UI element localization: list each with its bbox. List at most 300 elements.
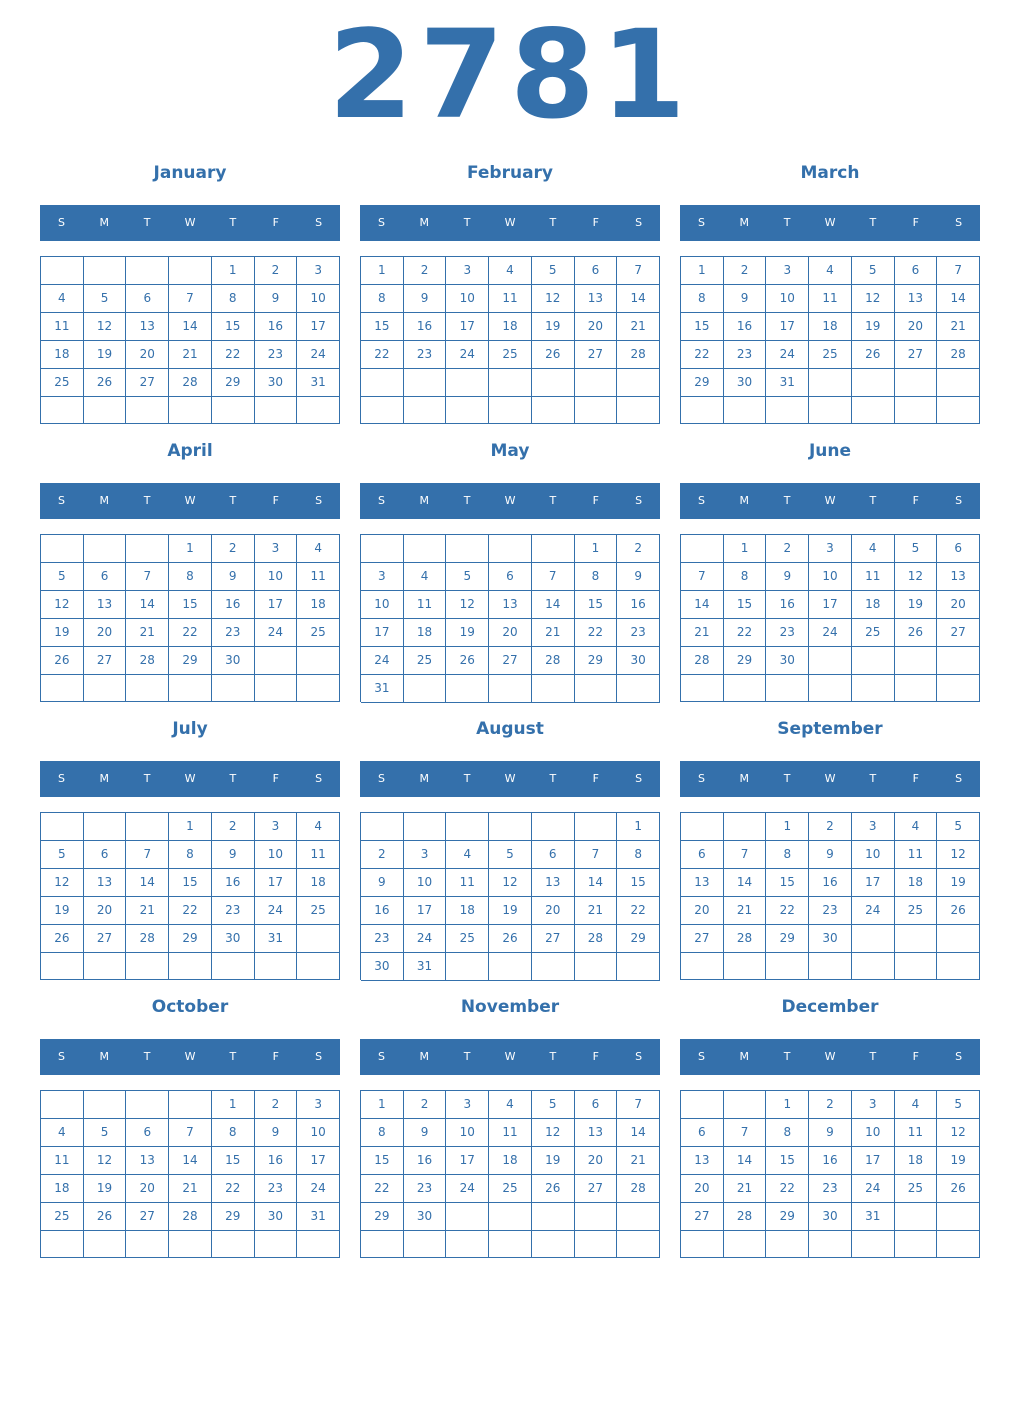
day-cell: 20 [575,1147,618,1175]
day-cell: 16 [724,313,767,341]
day-cell [84,813,127,841]
day-cell: 5 [532,257,575,285]
day-cell [41,675,84,702]
day-cell: 27 [575,1175,618,1203]
weekday-header [40,761,340,797]
day-cell: 28 [126,925,169,953]
day-cell [361,369,404,397]
day-cell: 22 [766,1175,809,1203]
weekday-label: W [184,216,196,229]
day-cell [852,675,895,702]
day-cell: 15 [575,591,618,619]
day-cell: 13 [681,1147,724,1175]
day-cell: 28 [617,1175,660,1203]
day-cell: 5 [84,285,127,313]
day-cell: 19 [41,619,84,647]
day-cell [852,953,895,980]
day-cell: 11 [404,591,447,619]
day-cell: 4 [297,535,340,563]
day-cell: 16 [809,869,852,897]
day-cell: 21 [617,313,660,341]
day-cell: 26 [489,925,532,953]
day-cell [809,953,852,980]
month-name: August [476,719,544,739]
weekday-label: T [229,494,237,507]
weekday-label: T [869,1050,877,1063]
day-cell [895,1231,938,1258]
day-cell: 17 [297,313,340,341]
day-cell [297,925,340,953]
day-cell [84,397,127,424]
day-cell: 10 [297,285,340,313]
day-cell: 23 [766,619,809,647]
day-cell: 29 [361,1203,404,1231]
day-cell: 2 [404,1091,447,1119]
day-cell: 28 [724,925,767,953]
day-cell: 9 [724,285,767,313]
month-june [680,436,980,714]
day-cell: 20 [681,1175,724,1203]
day-cell: 10 [361,591,404,619]
weekday-label: T [549,1050,557,1063]
day-cell: 2 [255,1091,298,1119]
day-cell: 18 [297,591,340,619]
day-cell: 2 [809,1091,852,1119]
day-cell: 9 [617,563,660,591]
weekday-label: T [783,494,791,507]
weekday-label: F [912,772,919,785]
month-name: September [777,719,883,739]
day-cell: 6 [126,1119,169,1147]
weekday-label: W [504,1050,516,1063]
day-cell: 31 [297,369,340,397]
day-cell: 29 [575,647,618,675]
day-cell [446,813,489,841]
day-cell: 23 [809,897,852,925]
day-cell [681,535,724,563]
day-cell: 26 [84,369,127,397]
day-cell: 18 [446,897,489,925]
day-cell: 14 [169,313,212,341]
day-cell [895,675,938,702]
day-cell: 17 [852,1147,895,1175]
day-cell: 28 [724,1203,767,1231]
day-cell: 7 [126,563,169,591]
day-cell: 11 [489,285,532,313]
day-cell: 14 [617,285,660,313]
day-cell [169,953,212,980]
day-cell [361,397,404,425]
weekday-label: S [57,494,65,507]
day-cell: 30 [255,369,298,397]
weekday-header [680,1039,980,1075]
day-cell [41,813,84,841]
day-cell: 1 [724,535,767,563]
day-cell: 2 [404,257,447,285]
day-cell: 16 [255,1147,298,1175]
weekday-label: T [869,494,877,507]
weekday-label: W [824,216,836,229]
day-cell: 29 [169,647,212,675]
day-cell: 13 [489,591,532,619]
day-cell: 15 [724,591,767,619]
weekday-label: F [272,494,279,507]
day-cell [297,1231,340,1258]
day-grid [40,256,340,424]
day-grid [360,256,660,424]
month-october [40,992,340,1270]
day-cell: 4 [895,1091,938,1119]
weekday-label: F [272,1050,279,1063]
day-cell: 27 [937,619,980,647]
weekday-label: S [697,1050,705,1063]
weekday-label: S [955,1050,963,1063]
day-cell: 4 [404,563,447,591]
day-cell: 1 [212,257,255,285]
day-cell: 26 [532,341,575,369]
day-cell: 26 [446,647,489,675]
day-cell: 13 [126,1147,169,1175]
day-cell: 10 [766,285,809,313]
month-name: March [800,163,860,183]
day-cell: 1 [169,813,212,841]
weekday-header [680,205,980,241]
weekday-label: M [739,216,750,229]
day-cell: 23 [255,341,298,369]
month-name: November [460,997,560,1017]
day-cell: 24 [809,619,852,647]
month-name: May [490,441,530,461]
day-cell: 22 [617,897,660,925]
day-cell: 19 [489,897,532,925]
day-cell: 21 [724,897,767,925]
day-grid [360,812,660,980]
day-cell [681,675,724,702]
day-cell [809,397,852,424]
day-cell: 16 [809,1147,852,1175]
weekday-label: S [635,772,643,785]
day-cell: 17 [255,869,298,897]
day-cell: 13 [681,869,724,897]
day-cell: 8 [617,841,660,869]
day-cell [169,675,212,702]
day-cell: 15 [617,869,660,897]
day-cell: 13 [575,285,618,313]
weekday-label: T [783,772,791,785]
day-cell [212,675,255,702]
day-cell: 30 [212,925,255,953]
day-cell [766,397,809,424]
day-cell: 3 [297,1091,340,1119]
day-cell: 27 [895,341,938,369]
day-cell: 13 [126,313,169,341]
day-cell: 19 [446,619,489,647]
weekday-label: S [377,1050,385,1063]
weekday-label: M [419,772,430,785]
weekday-label: W [824,1050,836,1063]
day-cell: 7 [126,841,169,869]
weekday-label: M [99,1050,110,1063]
day-cell: 8 [724,563,767,591]
day-cell: 28 [169,1203,212,1231]
day-cell: 1 [766,1091,809,1119]
weekday-label: M [419,1050,430,1063]
day-cell: 9 [809,1119,852,1147]
day-grid [680,256,980,424]
day-cell: 8 [575,563,618,591]
day-cell: 20 [575,313,618,341]
weekday-label: S [57,1050,65,1063]
day-cell: 9 [766,563,809,591]
day-cell: 13 [895,285,938,313]
day-cell: 23 [617,619,660,647]
day-cell: 3 [297,257,340,285]
weekday-label: W [504,772,516,785]
weekday-label: M [99,216,110,229]
day-cell [404,397,447,425]
day-cell: 27 [532,925,575,953]
day-cell: 14 [617,1119,660,1147]
day-cell: 31 [297,1203,340,1231]
day-cell: 21 [126,897,169,925]
day-cell [169,257,212,285]
day-cell [361,535,404,563]
day-cell: 24 [404,925,447,953]
day-cell [84,257,127,285]
weekday-label: T [783,216,791,229]
day-cell: 30 [361,953,404,981]
weekday-header [40,1039,340,1075]
day-cell: 30 [255,1203,298,1231]
day-cell [126,675,169,702]
weekday-label: M [99,494,110,507]
day-cell: 24 [361,647,404,675]
day-cell [724,813,767,841]
day-cell [532,813,575,841]
day-cell: 10 [255,563,298,591]
day-cell: 24 [446,1175,489,1203]
day-cell: 7 [617,257,660,285]
day-cell: 28 [617,341,660,369]
day-cell [489,397,532,425]
weekday-label: T [143,772,151,785]
day-cell: 7 [575,841,618,869]
day-cell: 9 [809,841,852,869]
day-cell [937,647,980,675]
day-cell: 8 [766,841,809,869]
day-cell: 12 [446,591,489,619]
day-cell: 5 [84,1119,127,1147]
day-cell: 23 [724,341,767,369]
day-cell: 2 [212,813,255,841]
weekday-label: S [315,772,323,785]
day-cell: 24 [852,897,895,925]
day-cell: 10 [255,841,298,869]
day-cell [724,397,767,424]
day-cell: 12 [852,285,895,313]
day-cell: 27 [681,925,724,953]
day-cell [937,397,980,424]
day-cell: 18 [809,313,852,341]
weekday-label: T [869,772,877,785]
weekday-label: M [99,772,110,785]
day-cell: 26 [937,1175,980,1203]
day-cell [212,397,255,424]
day-cell: 26 [532,1175,575,1203]
month-november [360,992,660,1270]
day-cell: 20 [489,619,532,647]
day-cell: 21 [724,1175,767,1203]
day-grid [680,1090,980,1258]
day-cell: 6 [895,257,938,285]
day-cell: 22 [212,1175,255,1203]
day-cell [852,397,895,424]
weekday-label: T [229,216,237,229]
day-cell: 11 [895,841,938,869]
day-cell: 9 [212,841,255,869]
month-february [360,158,660,436]
weekday-label: S [955,494,963,507]
day-cell [297,647,340,675]
day-cell [169,1231,212,1258]
day-cell [361,1231,404,1258]
day-cell: 10 [446,285,489,313]
day-cell: 3 [255,813,298,841]
day-cell: 23 [404,341,447,369]
day-cell: 3 [361,563,404,591]
day-cell [255,953,298,980]
day-cell: 29 [617,925,660,953]
day-cell: 12 [41,869,84,897]
day-cell: 14 [724,1147,767,1175]
day-cell: 20 [532,897,575,925]
weekday-label: T [549,772,557,785]
day-cell [169,1091,212,1119]
day-cell: 3 [404,841,447,869]
day-cell: 5 [895,535,938,563]
day-cell: 19 [41,897,84,925]
day-cell: 29 [681,369,724,397]
day-grid [360,534,660,702]
day-cell: 25 [895,897,938,925]
weekday-label: T [463,1050,471,1063]
day-cell: 13 [937,563,980,591]
day-cell: 21 [681,619,724,647]
day-cell: 18 [895,869,938,897]
day-cell: 18 [41,1175,84,1203]
day-cell [937,1231,980,1258]
day-cell [446,397,489,425]
day-cell [446,1231,489,1258]
weekday-label: T [143,216,151,229]
day-cell: 20 [126,1175,169,1203]
day-grid [680,812,980,980]
day-cell: 20 [681,897,724,925]
day-cell [681,1091,724,1119]
day-cell [126,257,169,285]
day-cell: 12 [532,1119,575,1147]
day-cell [617,397,660,425]
day-cell: 19 [84,1175,127,1203]
weekday-label: S [377,772,385,785]
day-cell [41,1091,84,1119]
day-cell [361,813,404,841]
day-cell [212,953,255,980]
day-cell: 24 [852,1175,895,1203]
weekday-label: T [143,494,151,507]
day-cell: 30 [809,1203,852,1231]
day-cell: 28 [532,647,575,675]
day-cell: 25 [41,369,84,397]
day-cell: 25 [297,897,340,925]
day-cell: 17 [255,591,298,619]
day-cell [617,1231,660,1258]
weekday-label: T [549,494,557,507]
month-september [680,714,980,992]
day-cell: 5 [937,813,980,841]
day-cell [766,675,809,702]
day-cell [937,1203,980,1231]
day-cell: 30 [617,647,660,675]
day-cell: 25 [41,1203,84,1231]
day-cell: 27 [126,369,169,397]
day-cell: 11 [41,1147,84,1175]
day-cell: 17 [809,591,852,619]
day-cell [41,257,84,285]
day-cell [852,925,895,953]
day-cell [404,369,447,397]
month-name: December [781,997,879,1017]
day-cell: 4 [41,1119,84,1147]
day-cell [532,397,575,425]
day-cell: 6 [575,257,618,285]
day-cell: 2 [724,257,767,285]
day-cell: 14 [937,285,980,313]
weekday-label: S [635,1050,643,1063]
day-cell: 6 [489,563,532,591]
day-cell: 19 [895,591,938,619]
day-cell: 22 [681,341,724,369]
day-cell: 30 [766,647,809,675]
day-cell: 1 [766,813,809,841]
day-cell: 5 [532,1091,575,1119]
day-cell: 18 [404,619,447,647]
day-cell: 12 [895,563,938,591]
weekday-label: T [869,216,877,229]
day-cell: 6 [681,841,724,869]
day-cell [84,1091,127,1119]
day-cell: 26 [84,1203,127,1231]
day-cell: 22 [212,341,255,369]
day-cell: 9 [404,1119,447,1147]
weekday-label: W [824,772,836,785]
day-cell: 9 [361,869,404,897]
day-cell [575,813,618,841]
day-cell: 4 [297,813,340,841]
day-cell: 16 [212,869,255,897]
day-cell [532,675,575,703]
month-name: July [172,719,208,739]
day-cell [255,647,298,675]
day-cell: 23 [809,1175,852,1203]
weekday-label: T [229,772,237,785]
day-cell [404,535,447,563]
weekday-label: S [697,772,705,785]
month-name: January [153,163,227,183]
weekday-label: T [463,216,471,229]
weekday-label: F [592,1050,599,1063]
weekday-label: T [783,1050,791,1063]
